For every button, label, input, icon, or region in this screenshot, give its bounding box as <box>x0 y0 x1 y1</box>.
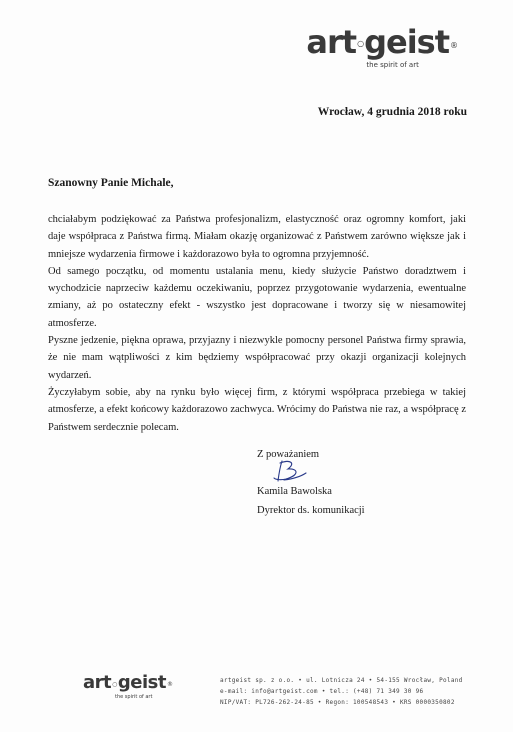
footer-artgeist-logo <box>83 674 172 700</box>
footer-logo-circle-icon: ○ <box>112 681 117 688</box>
logo-text-left: art <box>306 23 357 61</box>
footer-logo-tagline: the spirit of art <box>115 694 153 700</box>
footer-registered-icon: ® <box>166 681 173 688</box>
logo-text-right: geist <box>364 23 449 61</box>
signer-name: Kamila Bawolska <box>257 486 332 497</box>
letter-body <box>48 211 466 436</box>
signer-title: Dyrektor ds. komunikacji <box>257 505 365 516</box>
closing: Z poważaniem <box>257 449 320 460</box>
logo-wordmark <box>306 23 457 62</box>
footer-contact: e-mail: info@artgeist.com • tel.: (+48) 71 349 30 96 <box>220 688 424 695</box>
footer-logo-text-right: geist <box>117 672 166 693</box>
salutation: Szanowny Panie Michale, <box>48 177 174 189</box>
logo-circle-icon: ○ <box>357 39 364 48</box>
paragraph-2: Od samego początku, od momentu ustalania menu, kiedy służycie Państwo doradztwem i wychodzicie naprzeciw każdemu oczekiwaniu, poprzez przygotowanie wydarzenia, ewentualne zmiany, aż po ostateczny efekt - wszystko jest dopracowane i tworzy się w niesamowitej atmosferze. <box>48 265 466 329</box>
artgeist-logo <box>306 23 457 69</box>
footer-logo-wordmark <box>83 674 172 694</box>
registered-icon: ® <box>450 41 457 50</box>
footer-registration: NIP/VAT: PL726-262-24-85 • Regon: 100548543 • KRS 0000350802 <box>220 699 455 706</box>
signature-icon <box>270 457 310 485</box>
footer-company-info <box>220 675 463 708</box>
footer-logo-text-left: art <box>83 672 112 693</box>
footer-address: artgeist sp. z o.o. • ul. Lotnicza 24 • 54-155 Wrocław, Poland <box>220 677 463 684</box>
date-line: Wrocław, 4 grudnia 2018 roku <box>317 106 467 118</box>
paragraph-1: chciałabym podziękować za Państwa profesjonalizm, elastyczność oraz ogromny komfort, jaki daje współpraca z Państwa firmą. Miałam okazję organizować z Państwem zarówno większe jak i mniejsze wydarzenia firmowe i każdorazowo była to ogromna przyjemność. <box>48 214 466 260</box>
paragraph-3: Pyszne jedzenie, piękna oprawa, przyjazny i niezwykle pomocny personel Państwa firmy sprawia, że nie mam wątpliwości z kim będziemy współpracować przy okazji organizacji kolejnych wydarzeń. <box>48 335 466 381</box>
paragraph-4: Życzyłabym sobie, aby na rynku było więcej firm, z którymi współpraca przebiega w takiej atmosferze, a efekt końcowy każdorazowo zachwyca. Wrócimy do Państwa nie raz, a współpracę z Państwem serdecznie polecam. <box>48 386 466 433</box>
logo-tagline: the spirit of art <box>366 61 419 69</box>
